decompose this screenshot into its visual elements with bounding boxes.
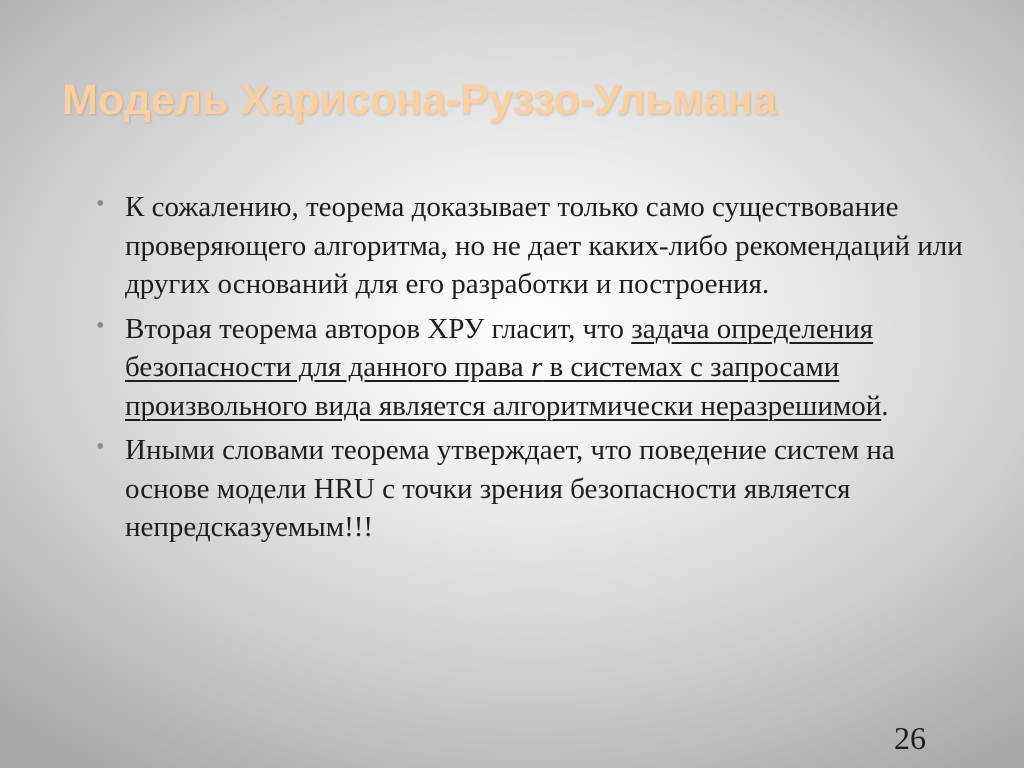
bullet-item-2 — [96, 310, 976, 426]
bullet-list — [96, 188, 976, 553]
bullet-text-2-prefix: Вторая теорема авторов ХРУ гласит, что — [125, 312, 632, 345]
bullet-text-1: К сожалению, теорема доказывает только само существование проверяющего алгоритма, но не дает каких-либо рекомендаций или других оснований для его разработки и построения. — [125, 191, 963, 300]
bullet-text-2-suffix: . — [881, 389, 889, 422]
bullet-text-2-underlined-part1: задача определения безопасности для данного права — [125, 312, 874, 383]
slide-title: Модель Харисона-Руззо-Ульмана — [62, 76, 777, 124]
bullet-icon: • — [96, 191, 105, 217]
page-number: 26 — [894, 720, 926, 756]
bullet-item-3 — [96, 431, 976, 547]
bullet-text-3: Иными словами теорема утверждает, что поведение систем на основе модели HRU с точки зрения безопасности является непредсказуемым!!! — [125, 434, 895, 543]
bullet-icon: • — [96, 312, 105, 339]
bullet-text-2-underlined-part2: в системах с запросами произвольного вида является алгоритмически неразрешимой — [125, 351, 882, 422]
right-symbol: r — [530, 351, 543, 383]
bullet-item-1 — [96, 188, 976, 304]
bullet-icon: • — [96, 434, 105, 460]
